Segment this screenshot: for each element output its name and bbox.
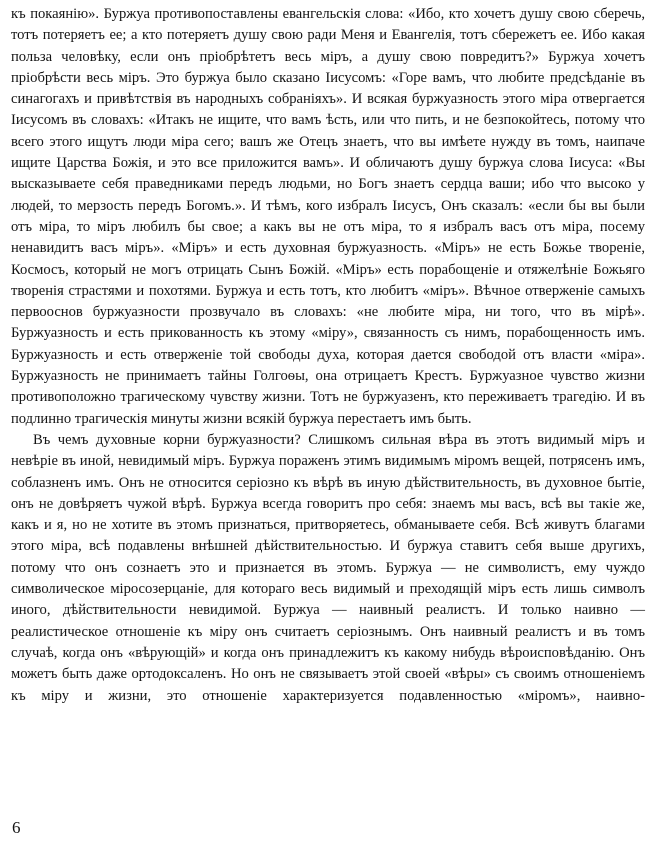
paragraph-1: къ покаянію». Буржуа противопоставлены евангельскія слова: «Ибо, кто хочетъ душу свою сберечь, тотъ потеряетъ ее; а кто потеряетъ душу свою ради Меня и Евангелія, тотъ сбережетъ ее. Ибо какая польза человѣку, если онъ пріобрѣтетъ весь міръ, а душу свою повредитъ?» Буржуа хочетъ пріобрѣсти весь міръ. Это буржуа было сказано Іисусомъ: «Горе вамъ, что любите предсѣданіе въ синагогахъ и привѣтствія въ народныхъ собраніяхъ». И всякая буржуазность этого міра отвергается Іисусомъ въ словахъ: «Итакъ не ищите, что вамъ ѣсть, или что пить, и не безпокойтесь, потому что всего этого ищутъ люди міра сего; вашъ же Отецъ знаетъ, что вы имѣете нужду въ томъ, наипаче ищите Царства Божія, и это все приложится вамъ». И обличаютъ душу буржуа слова Іисуса: «Вы высказываете себя праведниками передъ людьми, но Богъ знаетъ сердца ваши; ибо что высоко у людей, то мерзость передъ Богомъ.». И тѣмъ, кого избралъ Іисусъ, Онъ сказалъ: «если бы вы были отъ міра, то міръ любилъ бы свое; а какъ вы не отъ міра, то я избралъ васъ отъ міра, посему ненавидитъ васъ міръ». «Міръ» и есть духовная буржуазность. «Міръ» не есть Божье твореніе, Космосъ, который не могъ отрицать Сынъ Божій. «Міръ» есть порабощеніе и отяжелѣніе Божьяго творенія страстями и похотями. Буржуа и есть тотъ, кто любитъ «міръ». Вѣчное отверженіе самыхъ первооснов буржуазности прозвучало въ словахъ: «не любите міра, ни того, что въ мірѣ». Буржуазность и есть прикованность къ этому «міру», связанность съ нимъ, порабощенность имъ. Буржуазность и есть отверженіе той свободы духа, которая дается свободой отъ власти «міра». Буржуазность не принимаетъ тайны Голгоѳы, она отрицаетъ Крестъ. Буржуазное чувство жизни противоположно трагическому чувству жизни. Тотъ не буржуазенъ, кто переживаетъ трагедію. И въ подлинно трагическія минуты жизни всякій буржуа перестаетъ имъ быть. [11, 6, 645, 427]
body-text [11, 4, 645, 707]
page-number: 6 [12, 818, 21, 837]
paragraph-2: Въ чемъ духовные корни буржуазности? Слишкомъ сильная вѣра въ этотъ видимый міръ и невѣріе въ иной, невидимый міръ. Буржуа пораженъ этимъ видимымъ міромъ вещей, потрясенъ имъ, соблазненъ имъ. Онъ не относится серіозно къ вѣрѣ въ иную дѣйствительность, въ духовное бытіе, онъ не довѣряетъ чужой вѣрѣ. Буржуа всегда говоритъ про себя: знаемъ мы васъ, всѣ вы такіе же, какъ и я, но не хотите въ этомъ признаться, притворяетесь, обманываете себя. Всѣ живутъ благами этого міра, всѣ подавлены внѣшней дѣйствительностью. И буржуа ставитъ себя выше другихъ, потому что онъ сознаетъ это и признается въ этомъ. Буржуа — не символистъ, ему чуждо символическое міросозерцаніе, для котораго весь видимый и преходящій міръ есть лишь символъ иного, дѣйствительности невидимой. Буржуа — наивный реалистъ. И только наивно — реалистическое отношеніе къ міру онъ считаетъ серіознымъ. Онъ наивный реалистъ и въ томъ случаѣ, когда онъ «вѣрующій» и когда онъ принадлежитъ къ какому нибудь вѣроисповѣданію. Онъ можетъ быть даже ортодоксаленъ. Но онъ не связываетъ этой своей «вѣры» съ своимъ отношеніемъ къ міру и жизни, это отношеніе характеризуется подавленностью «міромъ», наивно- [11, 431, 645, 704]
